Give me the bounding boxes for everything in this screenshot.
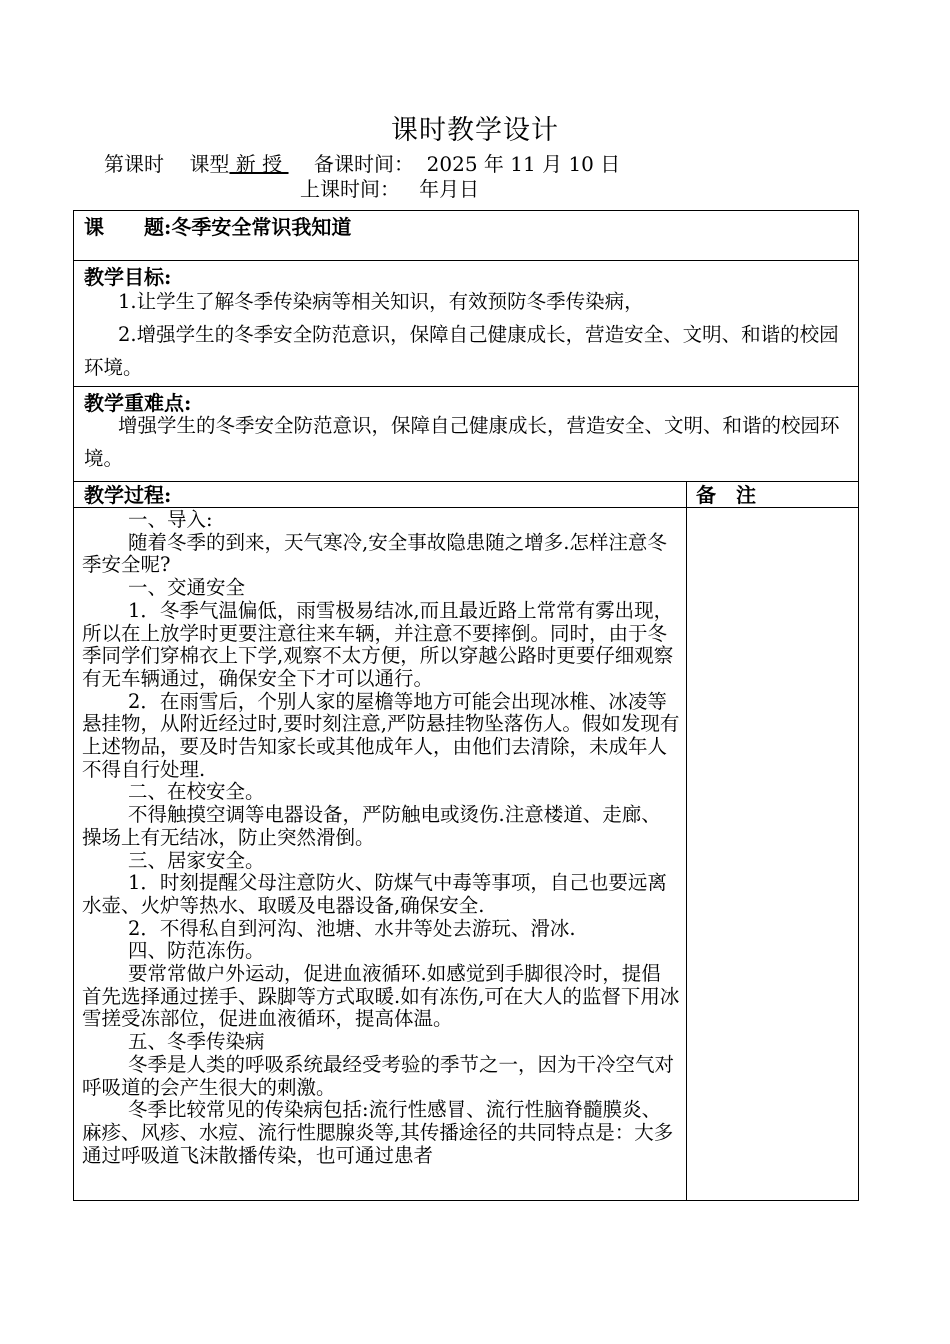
process-section bbox=[73, 481, 859, 1201]
topic-section bbox=[73, 210, 859, 261]
class-time-value: 年月日 bbox=[419, 177, 480, 201]
objectives-heading: 教学目标: bbox=[84, 265, 172, 289]
key-points-heading: 教学重难点: bbox=[84, 391, 192, 415]
process-paragraph: 随着冬季的到来，天气寒冷,安全事故隐患随之增多.怎样注意冬季安全呢? bbox=[82, 530, 667, 577]
objectives-list bbox=[84, 285, 849, 384]
topic-label: 课 题: bbox=[84, 215, 172, 239]
process-paragraph: 2．不得私自到河沟、池塘、水井等处去游玩、滑冰. bbox=[128, 916, 576, 940]
process-paragraph: 2．在雨雪后，个别人家的屋檐等地方可能会出现冰椎、冰凌等悬挂物，从附近经过时,要时刻注意,严防悬挂物坠落伤人。假如发现有上述物品，要及时告知家长或其他成年人，由他们去清除，未成年人不得自行处理. bbox=[82, 689, 680, 781]
process-paragraph: 冬季比较常见的传染病包括:流行性感冒、流行性脑脊髓膜炎、麻疹、风疹、水痘、流行性腮腺炎等,其传播途径的共同特点是：大多通过呼吸道飞沫散播传染，也可通过患者 bbox=[82, 1098, 674, 1167]
objectives-section bbox=[73, 260, 859, 387]
class-time-label: 上课时间： bbox=[300, 177, 400, 201]
process-paragraph: 一、导入: bbox=[128, 508, 213, 531]
process-paragraph: 一、交通安全 bbox=[128, 576, 246, 600]
process-paragraph: 1．冬季气温偏低，雨雪极易结冰,而且最近路上常常有雾出现，所以在上放学时更要注意往来车辆，并注意不要摔倒。同时，由于冬季同学们穿棉衣上下学,观察不太方便，所以穿越公路时更要仔细观察有无车辆通过，确保安全下才可以通行。 bbox=[82, 598, 674, 690]
period-label: 第课时 bbox=[104, 152, 164, 176]
key-points-section bbox=[73, 386, 859, 482]
prep-time-label: 备课时间： bbox=[313, 152, 414, 176]
process-paragraph: 1．时刻提醒父母注意防火、防煤气中毒等事项，自己也要远离水壶、火炉等热水、取暖及电器设备,确保安全. bbox=[82, 871, 667, 917]
class-time-line bbox=[300, 173, 479, 202]
process-paragraph: 二、在校安全。 bbox=[128, 780, 265, 804]
objective-item: 2.增强学生的冬季安全防范意识，保障自己健康成长，营造安全、文明、和谐的校园环境。 bbox=[84, 323, 839, 379]
page-title: 课时教学设计 bbox=[391, 115, 559, 146]
topic-value: 冬季安全常识我知道 bbox=[171, 215, 352, 239]
column-divider bbox=[686, 482, 687, 1200]
prep-time-value: 2025 年 11 月 10 日 bbox=[426, 152, 621, 176]
objective-item: 1.让学生了解冬季传染病等相关知识，有效预防冬季传染病， bbox=[118, 290, 644, 313]
topic-heading bbox=[84, 214, 351, 240]
type-label: 课型 bbox=[189, 152, 230, 176]
type-value: 新 授 bbox=[229, 152, 289, 176]
process-content bbox=[82, 509, 680, 1167]
notes-heading: 备 注 bbox=[696, 483, 756, 507]
process-paragraph: 要常常做户外运动，促进血液循环.如感觉到手脚很冷时，提倡首先选择通过搓手、跺脚等方式取暖.如有冻伤,可在大人的监督下用冰雪搓受冻部位，促进血液循环，提高体温。 bbox=[82, 962, 680, 1031]
process-paragraph: 不得触摸空调等电器设备，严防触电或烫伤.注意楼道、走廊、操场上有无结冰，防止突然滑倒。 bbox=[82, 803, 661, 849]
process-paragraph: 五、冬季传染病 bbox=[128, 1030, 265, 1054]
process-paragraph: 四、防范冻伤。 bbox=[128, 939, 265, 963]
process-paragraph: 三、居家安全。 bbox=[128, 848, 265, 872]
process-paragraph: 冬季是人类的呼吸系统最经受考验的季节之一，因为干冷空气对呼吸道的会产生很大的刺激。 bbox=[82, 1052, 675, 1099]
process-heading: 教学过程: bbox=[84, 483, 172, 507]
key-points-text: 增强学生的冬季安全防范意识，保障自己健康成长，营造安全、文明、和谐的校园环境。 bbox=[84, 414, 840, 470]
